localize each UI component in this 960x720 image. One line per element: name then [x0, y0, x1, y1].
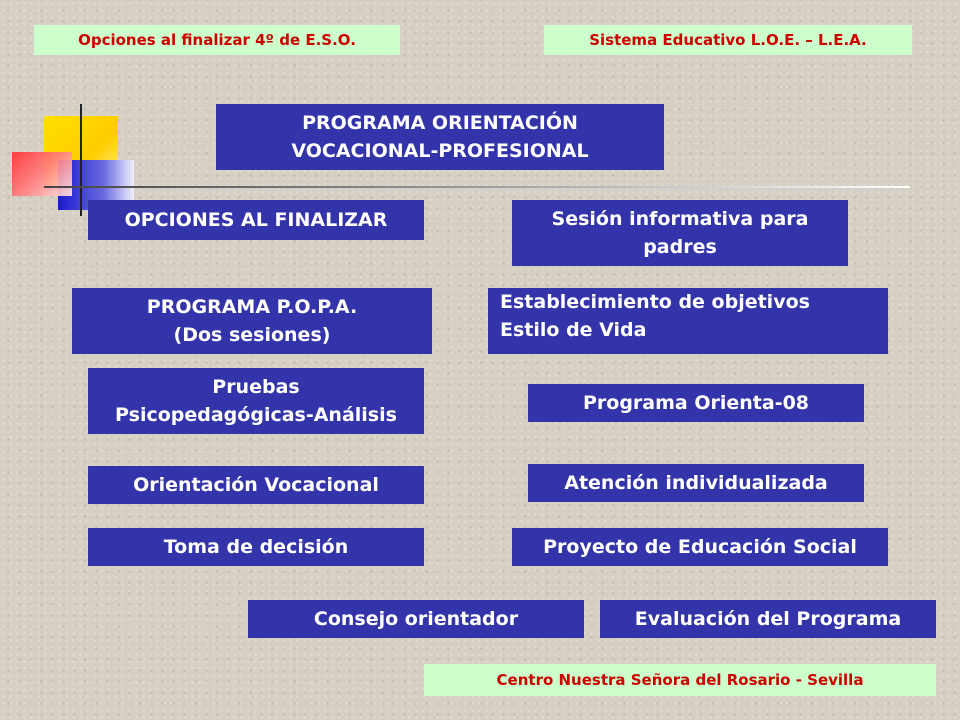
programa-popa-box — [72, 288, 432, 354]
sesion-informativa-line-1: Sesión informativa para — [551, 208, 809, 230]
establecimiento-objetivos-line-1: Establecimiento de objetivos — [500, 291, 810, 313]
pruebas-psicopedagogicas-box — [88, 368, 424, 434]
header-left-tag: Opciones al finalizar 4º de E.S.O. — [34, 25, 400, 55]
programa-popa-line-1: PROGRAMA P.O.P.A. — [146, 296, 358, 318]
title-line-2: VOCACIONAL-PROFESIONAL — [291, 140, 589, 162]
establecimiento-objetivos-box — [488, 288, 888, 354]
evaluacion-del-programa-box: Evaluación del Programa — [600, 600, 936, 638]
establecimiento-objetivos-line-2: Estilo de Vida — [500, 319, 647, 341]
pruebas-line-2: Psicopedagógicas-Análisis — [115, 404, 397, 426]
opciones-al-finalizar-box: OPCIONES AL FINALIZAR — [88, 200, 424, 240]
consejo-orientador-box: Consejo orientador — [248, 600, 584, 638]
orientacion-vocacional-box: Orientación Vocacional — [88, 466, 424, 504]
header-right-tag: Sistema Educativo L.O.E. – L.E.A. — [544, 25, 912, 55]
proyecto-educacion-social-box: Proyecto de Educación Social — [512, 528, 888, 566]
toma-de-decision-box: Toma de decisión — [88, 528, 424, 566]
page-title — [216, 104, 664, 170]
sesion-informativa-box — [512, 200, 848, 266]
programa-orienta-box: Programa Orienta-08 — [528, 384, 864, 422]
pruebas-line-1: Pruebas — [212, 376, 300, 398]
programa-popa-line-2: (Dos sesiones) — [173, 324, 331, 346]
horizontal-line-decoration — [44, 186, 910, 188]
red-square-decoration — [12, 152, 72, 196]
atencion-individualizada-box: Atención individualizada — [528, 464, 864, 502]
title-line-1: PROGRAMA ORIENTACIÓN — [302, 112, 578, 134]
sesion-informativa-line-2: padres — [643, 236, 717, 258]
vertical-line-decoration — [80, 104, 82, 216]
footer-center-tag: Centro Nuestra Señora del Rosario - Sevilla — [424, 664, 936, 696]
